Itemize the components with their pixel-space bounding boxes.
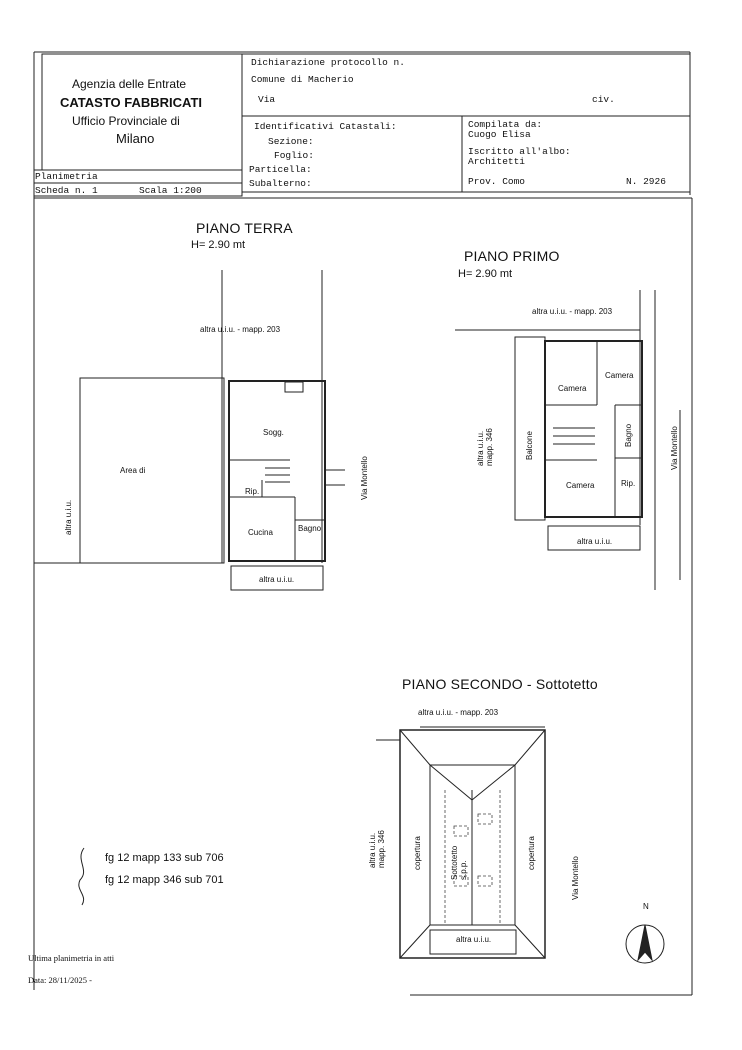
piano-secondo-title: PIANO SECONDO - Sottotetto bbox=[402, 676, 598, 692]
compilata-label: Compilata da: bbox=[468, 119, 543, 130]
compilata-value: Cuogo Elisa bbox=[468, 129, 531, 140]
sottotetto-label: Sottotetto s.p.p. bbox=[450, 845, 468, 880]
piano-secondo-left-label: altra u.i.u. mapp. 346 bbox=[368, 830, 386, 868]
piano-terra-title: PIANO TERRA bbox=[196, 220, 293, 236]
foglio-label: Foglio: bbox=[274, 150, 314, 161]
piano-primo-left-label: altra u.i.u. mapp. 346 bbox=[476, 428, 494, 466]
city-label: Milano bbox=[116, 131, 155, 146]
piano-primo-title: PIANO PRIMO bbox=[464, 248, 560, 264]
protocol-label: Dichiarazione protocollo n. bbox=[251, 57, 405, 68]
room-camera-1: Camera bbox=[558, 384, 587, 393]
piano-primo-height: H= 2.90 mt bbox=[458, 268, 513, 280]
footer-date: Data: 28/11/2025 - bbox=[28, 975, 92, 985]
numero-label: N. 2926 bbox=[626, 176, 666, 187]
identificativi-label: Identificativi Catastali: bbox=[254, 121, 397, 132]
ultima-planimetria: Ultima planimetria in atti bbox=[28, 953, 115, 963]
scala-label: Scala 1:200 bbox=[139, 185, 202, 196]
copertura-left: copertura bbox=[413, 836, 422, 870]
prov-label: Prov. Como bbox=[468, 176, 526, 187]
room-bagno-primo: Bagno bbox=[624, 423, 633, 447]
iscritto-value: Architetti bbox=[468, 156, 526, 167]
room-cucina: Cucina bbox=[248, 528, 273, 537]
agency-name: Agenzia delle Entrate bbox=[72, 77, 187, 91]
piano-primo-top-label: altra u.i.u. - mapp. 203 bbox=[532, 307, 613, 316]
room-bagno: Bagno bbox=[298, 524, 322, 533]
civ-label: civ. bbox=[592, 94, 615, 105]
subalterno-label: Subalterno: bbox=[249, 178, 312, 189]
piano-terra-height: H= 2.90 mt bbox=[191, 239, 246, 251]
piano-terra-bottom-label: altra u.i.u. bbox=[259, 575, 295, 584]
room-sogg: Sogg. bbox=[263, 428, 284, 437]
comune-label: Comune di Macherio bbox=[251, 74, 354, 85]
area-label: Area di bbox=[120, 466, 146, 475]
piano-terra-top-label: altra u.i.u. - mapp. 203 bbox=[200, 325, 281, 334]
piano-secondo-street-label: Via Montello bbox=[571, 856, 580, 900]
room-rip: Rip. bbox=[245, 487, 260, 496]
room-camera-2: Camera bbox=[605, 371, 634, 380]
piano-terra-street-label: Via Montello bbox=[360, 456, 369, 500]
ufficio-label: Ufficio Provinciale di bbox=[72, 114, 180, 128]
via-label: Via bbox=[258, 94, 276, 105]
reference-line-1: fg 12 mapp 133 sub 706 bbox=[105, 852, 224, 864]
sezione-label: Sezione: bbox=[268, 136, 314, 147]
room-rip-primo: Rip. bbox=[621, 479, 636, 488]
planimetria-label: Planimetria bbox=[35, 171, 98, 182]
room-camera-3: Camera bbox=[566, 481, 595, 490]
piano-primo-street-label: Via Montello bbox=[670, 426, 679, 470]
north-label: N bbox=[643, 902, 649, 911]
copertura-right: copertura bbox=[527, 836, 536, 870]
iscritto-label: Iscritto all'albo: bbox=[468, 146, 571, 157]
reference-line-2: fg 12 mapp 346 sub 701 bbox=[105, 874, 224, 886]
piano-terra-left-label: altra u.i.u. bbox=[64, 499, 73, 535]
room-balcone: Balcone bbox=[525, 431, 534, 460]
piano-primo-bottom-label: altra u.i.u. bbox=[577, 537, 613, 546]
particella-label: Particella: bbox=[249, 164, 312, 175]
piano-secondo-bottom-label: altra u.i.u. bbox=[456, 935, 492, 944]
piano-secondo-top-label: altra u.i.u. - mapp. 203 bbox=[418, 708, 499, 717]
scheda-label: Scheda n. 1 bbox=[35, 185, 98, 196]
catasto-label: CATASTO FABBRICATI bbox=[60, 95, 203, 110]
